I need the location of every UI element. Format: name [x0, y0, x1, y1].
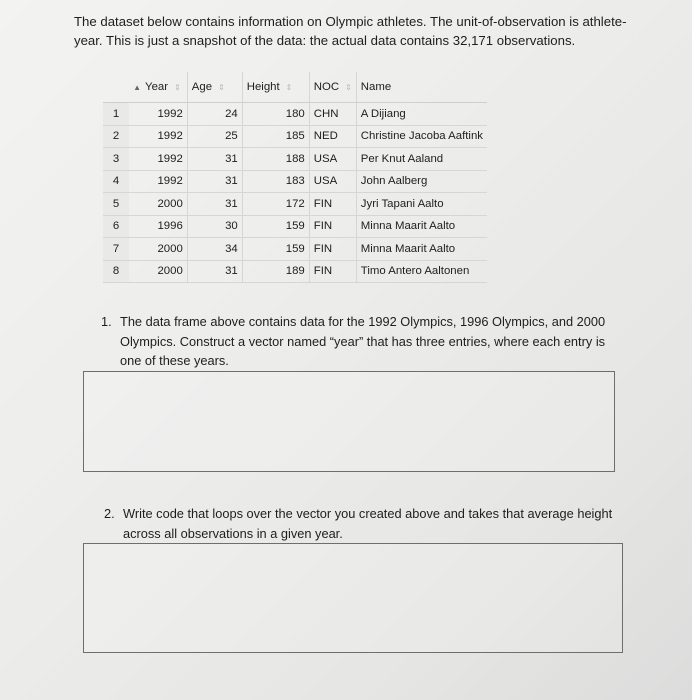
filter-icon[interactable]: ⇕ [285, 83, 293, 92]
question-text: The data frame above contains data for the 1992 Olympics, 1996 Olympics, and 2000 Olympics. Construct a vector named “year” that has three entries, where each entry is one of these years. [120, 314, 606, 368]
table-row [103, 193, 487, 216]
cell-age: 31 [187, 170, 242, 193]
table-body [103, 103, 487, 283]
cell-age: 31 [187, 260, 242, 283]
column-header-noc[interactable]: NOC ⇕ [309, 72, 356, 103]
cell-noc: FIN [309, 260, 356, 283]
intro-text: The dataset below contains information on Olympic athletes. The unit-of-observation is athlete-year. This is just a snapshot of the data: the actual data contains 32,171 observations. [74, 14, 627, 48]
cell-year: 1996 [129, 215, 187, 238]
cell-year: 1992 [129, 125, 187, 148]
cell-age: 24 [187, 103, 242, 126]
row-index: 4 [103, 170, 129, 193]
row-index: 5 [103, 193, 129, 216]
question-1 [101, 312, 611, 371]
cell-age: 30 [187, 215, 242, 238]
cell-year: 2000 [129, 260, 187, 283]
answer-box-1[interactable] [83, 371, 615, 472]
filter-icon[interactable]: ⇕ [345, 83, 352, 92]
column-header-height[interactable]: Height ⇕ [242, 72, 309, 103]
cell-age: 25 [187, 125, 242, 148]
row-index: 1 [103, 103, 129, 126]
cell-name: Timo Antero Aaltonen [356, 260, 487, 283]
cell-noc: FIN [309, 193, 356, 216]
cell-noc: USA [309, 148, 356, 171]
cell-year: 2000 [129, 193, 187, 216]
table-row [103, 125, 487, 148]
question-2 [104, 504, 614, 543]
cell-name: Jyri Tapani Aalto [356, 193, 487, 216]
cell-year: 1992 [129, 103, 187, 126]
cell-height: 172 [242, 193, 309, 216]
cell-age: 34 [187, 238, 242, 261]
cell-name: A Dijiang [356, 103, 487, 126]
row-index: 6 [103, 215, 129, 238]
question-text: Write code that loops over the vector you created above and takes that average height across all observations in a given year. [123, 506, 613, 541]
cell-name: Minna Maarit Aalto [356, 215, 487, 238]
filter-icon[interactable]: ⇕ [218, 83, 225, 92]
row-index: 3 [103, 148, 129, 171]
table-row [103, 148, 487, 171]
answer-box-2[interactable] [83, 543, 623, 653]
index-header [103, 72, 129, 103]
row-index: 8 [103, 260, 129, 283]
table-row [103, 103, 487, 126]
cell-noc: NED [309, 125, 356, 148]
table-header-row [103, 72, 487, 103]
cell-age: 31 [187, 193, 242, 216]
question-number: 1. [101, 314, 112, 329]
column-header-age[interactable]: Age ⇕ [187, 72, 242, 103]
column-header-name[interactable]: Name [356, 72, 487, 103]
cell-height: 188 [242, 148, 309, 171]
sort-ascending-icon[interactable]: ▲ [133, 83, 142, 92]
question-number: 2. [104, 506, 115, 521]
cell-year: 1992 [129, 170, 187, 193]
cell-name: Per Knut Aaland [356, 148, 487, 171]
cell-height: 180 [242, 103, 309, 126]
row-index: 2 [103, 125, 129, 148]
cell-noc: USA [309, 170, 356, 193]
table-row [103, 215, 487, 238]
cell-height: 159 [242, 238, 309, 261]
table-row [103, 238, 487, 261]
cell-height: 183 [242, 170, 309, 193]
table-row [103, 170, 487, 193]
cell-name: Christine Jacoba Aaftink [356, 125, 487, 148]
cell-year: 2000 [129, 238, 187, 261]
cell-noc: FIN [309, 238, 356, 261]
cell-height: 159 [242, 215, 309, 238]
cell-noc: CHN [309, 103, 356, 126]
filter-icon[interactable]: ⇕ [174, 83, 181, 92]
row-index: 7 [103, 238, 129, 261]
cell-height: 189 [242, 260, 309, 283]
cell-name: Minna Maarit Aalto [356, 238, 487, 261]
data-table [103, 72, 487, 283]
column-header-year[interactable]: ▲ Year ⇕ [129, 72, 187, 103]
cell-height: 185 [242, 125, 309, 148]
cell-noc: FIN [309, 215, 356, 238]
cell-name: John Aalberg [356, 170, 487, 193]
cell-year: 1992 [129, 148, 187, 171]
cell-age: 31 [187, 148, 242, 171]
table-row [103, 260, 487, 283]
